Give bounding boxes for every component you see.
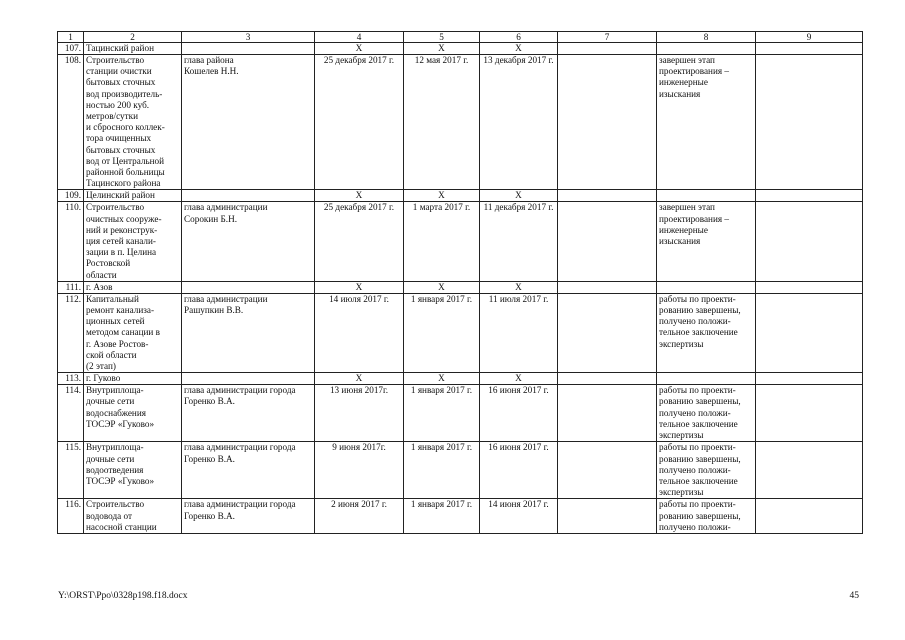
- object-name: Строительство очистных сооруже- ний и реконструк- ция сетей канали- зации в п. Целина Ростовской области: [84, 202, 182, 281]
- empty-cell: [558, 281, 657, 293]
- column-header: 1: [58, 32, 84, 43]
- col7-cell: [558, 293, 657, 372]
- district-name: г. Гуково: [84, 373, 182, 385]
- responsible-person: глава администрации Рашупкин В.В.: [182, 293, 315, 372]
- column-header: 6: [480, 32, 558, 43]
- empty-cell: [558, 373, 657, 385]
- empty-cell: [558, 190, 657, 202]
- date-col4: 14 июля 2017 г.: [315, 293, 404, 372]
- date-col6: 11 июля 2017 г.: [480, 293, 558, 372]
- col9-cell: [756, 293, 863, 372]
- table-row: [58, 499, 863, 534]
- column-header: 8: [657, 32, 756, 43]
- col9-cell: [756, 202, 863, 281]
- responsible-person: глава района Кошелев Н.Н.: [182, 55, 315, 190]
- row-number: 113.: [58, 373, 84, 385]
- document-table: [57, 31, 863, 534]
- table-row-district: [58, 281, 863, 293]
- date-col5: 1 марта 2017 г.: [404, 202, 480, 281]
- col7-cell: [558, 385, 657, 442]
- object-name: Строительство станции очистки бытовых сточных вод производитель- ностью 200 куб. метров/сутки и сбросного коллек- тора очищенных бытовых сточных вод от Центральной районной больницы Тацинского района: [84, 55, 182, 190]
- date-col6: 16 июня 2017 г.: [480, 385, 558, 442]
- empty-cell: [558, 43, 657, 55]
- date-col5: 1 января 2017 г.: [404, 442, 480, 499]
- table-row: [58, 442, 863, 499]
- empty-cell: [657, 190, 756, 202]
- column-header: 2: [84, 32, 182, 43]
- object-name: Внутриплоща- дочные сети водоснабжения ТОСЭР «Гуково»: [84, 385, 182, 442]
- date-col4: 9 июня 2017г.: [315, 442, 404, 499]
- x-mark: X: [315, 43, 404, 55]
- col7-cell: [558, 55, 657, 190]
- empty-cell: [182, 43, 315, 55]
- col9-cell: [756, 55, 863, 190]
- column-header: 3: [182, 32, 315, 43]
- date-col5: 1 января 2017 г.: [404, 499, 480, 534]
- status-text: завершен этап проектирования – инженерные изыскания: [657, 55, 756, 190]
- date-col4: 25 декабря 2017 г.: [315, 55, 404, 190]
- col9-cell: [756, 499, 863, 534]
- x-mark: X: [480, 281, 558, 293]
- empty-cell: [657, 43, 756, 55]
- date-col6: 14 июня 2017 г.: [480, 499, 558, 534]
- empty-cell: [657, 373, 756, 385]
- row-number: 110.: [58, 202, 84, 281]
- district-name: Целинский район: [84, 190, 182, 202]
- table-header-row: [58, 32, 863, 43]
- responsible-person: глава администрации Сорокин Б.Н.: [182, 202, 315, 281]
- date-col6: 11 декабря 2017 г.: [480, 202, 558, 281]
- date-col4: 25 декабря 2017 г.: [315, 202, 404, 281]
- x-mark: X: [315, 190, 404, 202]
- object-name: Строительство водовода от насосной станции: [84, 499, 182, 534]
- row-number: 116.: [58, 499, 84, 534]
- table-row-district: [58, 373, 863, 385]
- x-mark: X: [404, 190, 480, 202]
- date-col6: 16 июня 2017 г.: [480, 442, 558, 499]
- row-number: 114.: [58, 385, 84, 442]
- responsible-person: глава администрации города Горенко В.А.: [182, 499, 315, 534]
- date-col6: 13 декабря 2017 г.: [480, 55, 558, 190]
- row-number: 107.: [58, 43, 84, 55]
- empty-cell: [182, 190, 315, 202]
- col7-cell: [558, 499, 657, 534]
- status-text: работы по проекти- рованию завершены, получено положи- тельное заключение экспертизы: [657, 385, 756, 442]
- x-mark: X: [404, 281, 480, 293]
- table-row: [58, 385, 863, 442]
- date-col5: 12 мая 2017 г.: [404, 55, 480, 190]
- status-text: работы по проекти- рованию завершены, получено положи- тельное заключение экспертизы: [657, 442, 756, 499]
- column-header: 4: [315, 32, 404, 43]
- table-row: [58, 293, 863, 372]
- x-mark: X: [315, 373, 404, 385]
- date-col5: 1 января 2017 г.: [404, 385, 480, 442]
- table-row: [58, 202, 863, 281]
- object-name: Внутриплоща- дочные сети водоотведения ТОСЭР «Гуково»: [84, 442, 182, 499]
- row-number: 115.: [58, 442, 84, 499]
- empty-cell: [756, 281, 863, 293]
- table-row-district: [58, 190, 863, 202]
- empty-cell: [756, 373, 863, 385]
- row-number: 108.: [58, 55, 84, 190]
- x-mark: X: [480, 190, 558, 202]
- empty-cell: [182, 373, 315, 385]
- row-number: 109.: [58, 190, 84, 202]
- responsible-person: глава администрации города Горенко В.А.: [182, 442, 315, 499]
- empty-cell: [756, 43, 863, 55]
- column-header: 9: [756, 32, 863, 43]
- col7-cell: [558, 442, 657, 499]
- x-mark: X: [480, 43, 558, 55]
- x-mark: X: [404, 43, 480, 55]
- date-col4: 2 июня 2017 г.: [315, 499, 404, 534]
- x-mark: X: [480, 373, 558, 385]
- col9-cell: [756, 442, 863, 499]
- date-col4: 13 июня 2017г.: [315, 385, 404, 442]
- column-header: 7: [558, 32, 657, 43]
- status-text: завершен этап проектирования – инженерные изыскания: [657, 202, 756, 281]
- table-row: [58, 55, 863, 190]
- row-number: 112.: [58, 293, 84, 372]
- row-number: 111.: [58, 281, 84, 293]
- empty-cell: [657, 281, 756, 293]
- district-name: Тацинский район: [84, 43, 182, 55]
- date-col5: 1 января 2017 г.: [404, 293, 480, 372]
- object-name: Капитальный ремонт канализа- ционных сетей методом санации в г. Азове Ростов- ской области (2 этап): [84, 293, 182, 372]
- column-header: 5: [404, 32, 480, 43]
- col7-cell: [558, 202, 657, 281]
- status-text: работы по проекти- рованию завершены, получено положи- тельное заключение экспертизы: [657, 293, 756, 372]
- empty-cell: [756, 190, 863, 202]
- table-row-district: [58, 43, 863, 55]
- empty-cell: [182, 281, 315, 293]
- status-text: работы по проекти- рованию завершены, получено положи-: [657, 499, 756, 534]
- x-mark: X: [315, 281, 404, 293]
- district-name: г. Азов: [84, 281, 182, 293]
- file-path: Y:\ORST\Ppo\0328p198.f18.docx: [58, 591, 188, 601]
- col9-cell: [756, 385, 863, 442]
- page-number: 45: [849, 591, 859, 601]
- x-mark: X: [404, 373, 480, 385]
- responsible-person: глава администрации города Горенко В.А.: [182, 385, 315, 442]
